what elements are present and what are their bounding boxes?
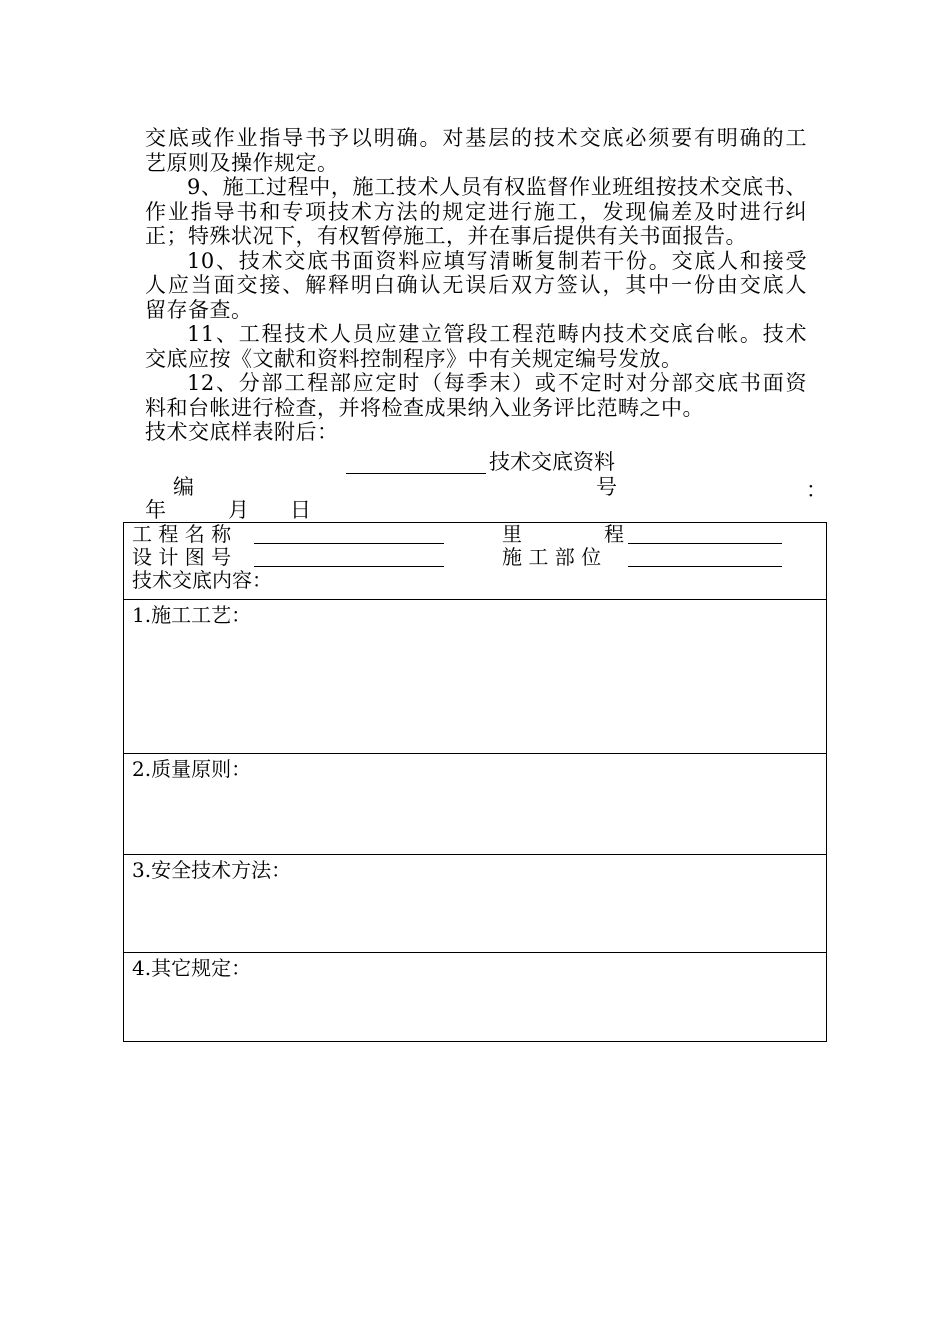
text-line: 9、施工过程中，施工技术人员有权监督作业班组按技术交底书、 (187, 175, 807, 199)
section-safety-methods[interactable] (124, 855, 827, 953)
header-row-1 (132, 523, 826, 546)
header-row-2 (132, 546, 826, 569)
mileage-label-part1: 里 (502, 522, 522, 546)
text-line: 作业指导书和专项技术方法的规定进行施工，发现偏差及时进行纠 (145, 199, 807, 224)
project-name-label: 工 程 名 称 (132, 522, 232, 546)
text-line: 交底或作业指导书予以明确。对基层的技术交底必须要有明确的工 (145, 126, 807, 150)
text-line: 正；特殊状况下，有权暂停施工，并在事后提供有关书面报告。 (145, 224, 747, 248)
text-line: 艺原则及操作规定。 (145, 150, 339, 175)
date-month-label: 月 (228, 498, 249, 522)
content-label: 技术交底内容： (132, 568, 272, 592)
date-day-label: 日 (290, 498, 311, 522)
form-title (346, 450, 615, 474)
section-label: 1.施工工艺： (132, 603, 252, 627)
number-label-hao: 号 (596, 475, 617, 499)
section-construction-process[interactable] (124, 600, 827, 754)
date-year-label: 年 (145, 498, 166, 522)
title-blank-line (346, 453, 486, 474)
text-line: 留存备查。 (145, 297, 253, 322)
text-line: 人应当面交接、解释明白确认无误后双方签认，其中一份由交底人 (145, 273, 807, 297)
disclosure-form-table (123, 522, 827, 1042)
section-label: 4.其它规定： (132, 956, 252, 980)
section-label: 2.质量原则： (132, 757, 252, 781)
section-label: 3.安全技术方法： (132, 858, 292, 882)
text-line: 10、技术交底书面资料应填写清晰复制若干份。交底人和接受 (187, 248, 807, 273)
form-title-text: 技术交底资料 (489, 450, 615, 474)
form-header-cell (124, 523, 827, 600)
section-other-rules[interactable] (124, 953, 827, 1042)
construction-part-label: 施 工 部 位 (502, 545, 602, 569)
text-line: 11、工程技术人员应建立管段工程范畴内技术交底台帐。技术 (187, 322, 807, 346)
text-line: 料和台帐进行检查，并将检查成果纳入业务评比范畴之中。 (145, 395, 704, 420)
text-line: 技术交底样表附后： (145, 420, 339, 444)
number-colon: ： (806, 478, 827, 502)
header-row-3 (132, 569, 826, 592)
body-text (145, 126, 807, 445)
mileage-label-part2: 程 (604, 522, 624, 546)
text-line: 12、分部工程部应定时（每季末）或不定时对分部交底书面资 (187, 371, 807, 395)
section-quality-principles[interactable] (124, 754, 827, 855)
design-drawing-label: 设 计 图 号 (132, 545, 232, 569)
number-label-bian: 编 (173, 475, 194, 499)
text-line: 交底应按《文献和资料控制程序》中有关规定编号发放。 (145, 346, 683, 371)
